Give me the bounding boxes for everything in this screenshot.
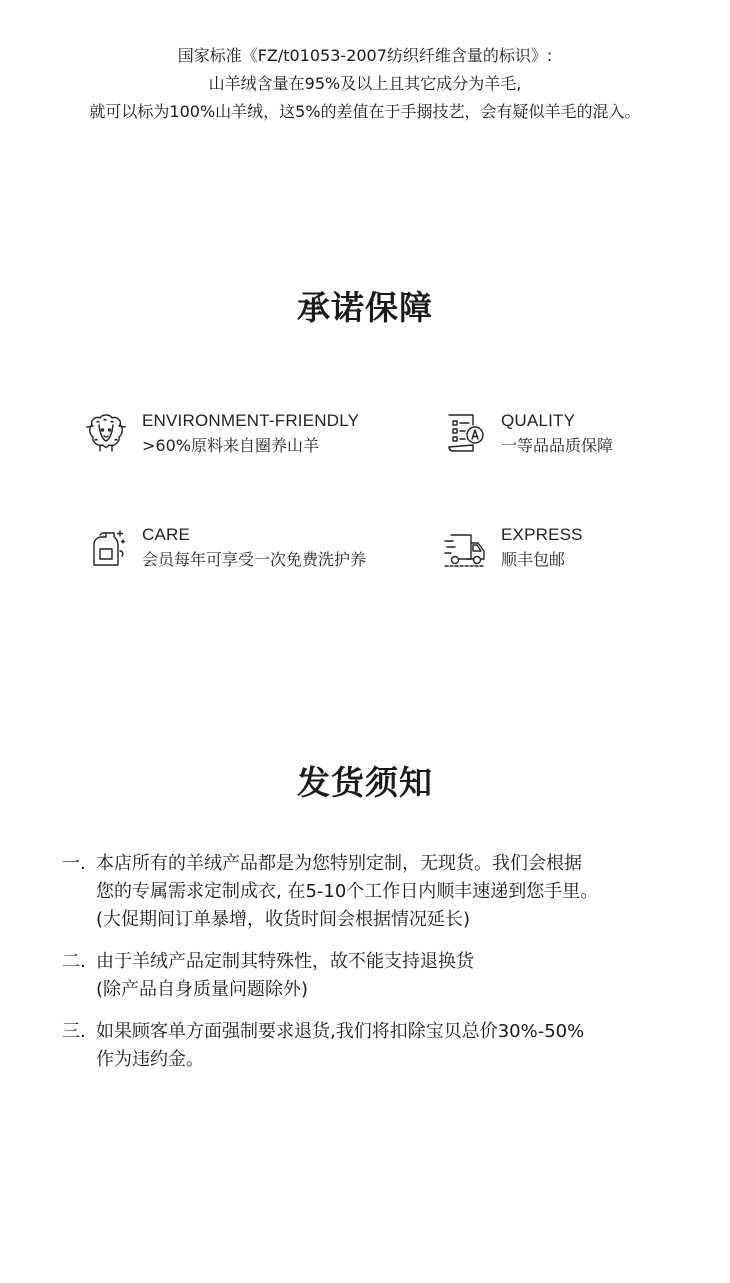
- feature-description: 顺丰包邮: [501, 550, 566, 569]
- notice-line: 作为违约金。: [96, 1049, 204, 1070]
- feature-title: ENVIRONMENT-FRIENDLY: [142, 411, 360, 430]
- notice-line: (大促期间订单暴增，收货时间会根据情况延长): [96, 909, 471, 930]
- feature-title: CARE: [142, 525, 191, 544]
- feature-description: 会员每年可享受一次免费洗护养: [142, 550, 367, 569]
- notice-line: 由于羊绒产品定制其特殊性，故不能支持退换货: [96, 951, 474, 972]
- shipping-notice-list: [62, 850, 702, 1088]
- shipping-section-title: 发货须知: [297, 763, 433, 802]
- feature-quality: [443, 408, 613, 458]
- feature-title: EXPRESS: [501, 525, 583, 544]
- feature-description: >60%原料来自圈养山羊: [142, 436, 319, 455]
- feature-express: [443, 522, 583, 572]
- intro-line-3: 就可以标为100%山羊绒，这5%的差值在于手搦技艺，会有疑似羊毛的混入。: [89, 102, 641, 121]
- notice-line: (除产品自身质量问题除外): [96, 979, 309, 1000]
- notice-number: 一.: [62, 853, 86, 874]
- notice-item: [62, 1018, 702, 1074]
- sheep-icon: [84, 411, 128, 455]
- delivery-truck-icon: [443, 525, 487, 569]
- notice-line: 您的专属需求定制成衣, 在5-10个工作日内顺丰速递到您手里。: [96, 881, 599, 902]
- intro-line-1: 国家标准《FZ/t01053-2007纺织纤维含量的标识》:: [177, 46, 553, 65]
- guarantee-section-title: 承诺保障: [297, 288, 433, 327]
- feature-title: QUALITY: [501, 411, 576, 430]
- notice-line: 如果顾客单方面强制要求退货,我们将扣除宝贝总价30%-50%: [96, 1021, 585, 1042]
- notice-item: [62, 948, 702, 1004]
- notice-line: 本店所有的羊绒产品都是为您特别定制，无现货。我们会根据: [96, 853, 582, 874]
- feature-description: 一等品品质保障: [501, 436, 614, 455]
- feature-environment-friendly: [84, 408, 359, 458]
- feature-care: [84, 522, 366, 572]
- care-bottle-icon: [84, 525, 128, 569]
- notice-number: 二.: [62, 951, 86, 972]
- fiber-content-standard-note: [0, 42, 730, 126]
- notice-number: 三.: [62, 1021, 86, 1042]
- intro-line-2: 山羊绒含量在95%及以上且其它成分为羊毛,: [208, 74, 522, 93]
- notice-item: [62, 850, 702, 934]
- quality-certificate-icon: [443, 411, 487, 455]
